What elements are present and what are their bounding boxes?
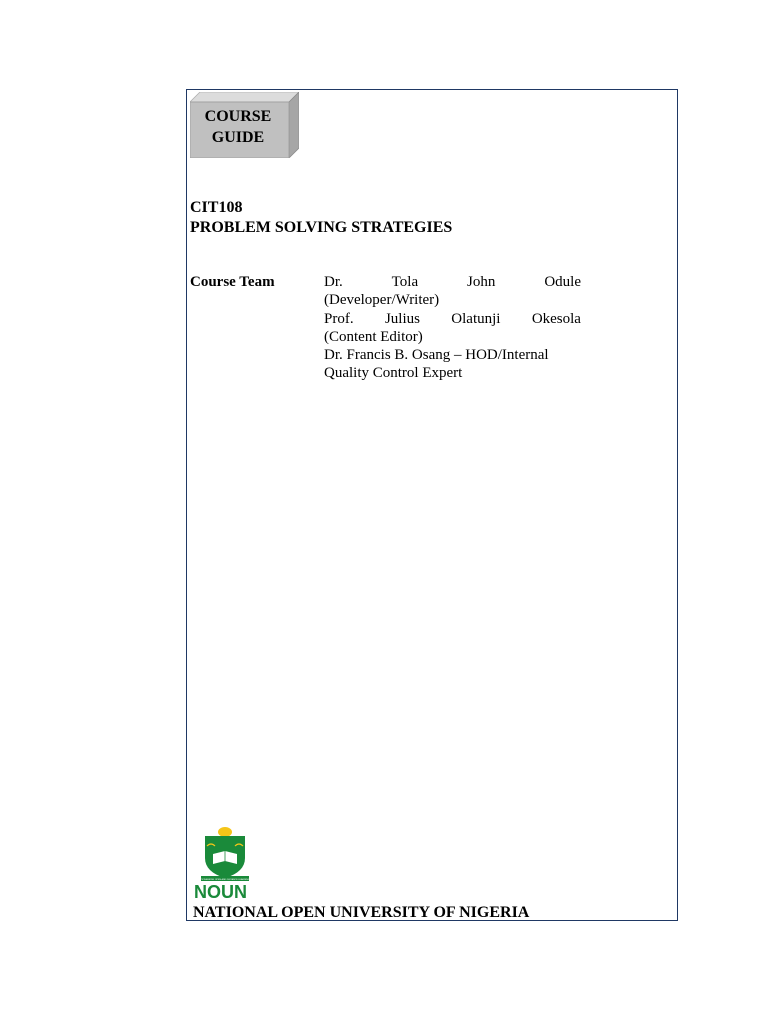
badge-line-2: GUIDE xyxy=(211,129,265,146)
team-member-1-word: Dr. xyxy=(324,274,343,290)
team-member-2-word: Okesola xyxy=(531,310,581,327)
team-member-2-role: (Content Editor) xyxy=(324,328,423,345)
course-code: CIT108 xyxy=(190,199,243,216)
course-guide-badge xyxy=(190,92,299,158)
logo-wordmark: NOUN xyxy=(194,882,247,900)
team-member-2-word: Julius xyxy=(384,310,420,327)
team-member-1-word: Odule xyxy=(544,274,581,290)
team-member-1-word: John xyxy=(467,274,496,290)
course-team-list xyxy=(324,273,581,383)
team-member-1-role: (Developer/Writer) xyxy=(324,292,440,309)
team-member-2-word: Olatunji xyxy=(451,310,501,327)
team-member-2-name xyxy=(324,310,581,328)
badge-label xyxy=(190,106,286,148)
course-title: PROBLEM SOLVING STRATEGIES xyxy=(190,219,453,236)
noun-logo xyxy=(193,826,257,900)
team-member-3-line-1: Dr. Francis B. Osang – HOD/Internal xyxy=(324,347,549,364)
university-name: NATIONAL OPEN UNIVERSITY OF NIGERIA xyxy=(193,904,530,921)
team-member-2-word: Prof. xyxy=(324,310,354,327)
badge-line-1: COURSE xyxy=(204,108,272,125)
course-team-label: Course Team xyxy=(190,274,275,290)
noun-crest-icon xyxy=(193,826,257,900)
team-member-3-line-2: Quality Control Expert xyxy=(324,365,463,382)
page-frame xyxy=(186,89,678,921)
team-member-1-word: Tola xyxy=(391,274,419,290)
logo-motto: PIONEERING OPEN AND DISTANCE LEARNING xyxy=(200,879,250,881)
team-member-1-name xyxy=(324,273,581,291)
